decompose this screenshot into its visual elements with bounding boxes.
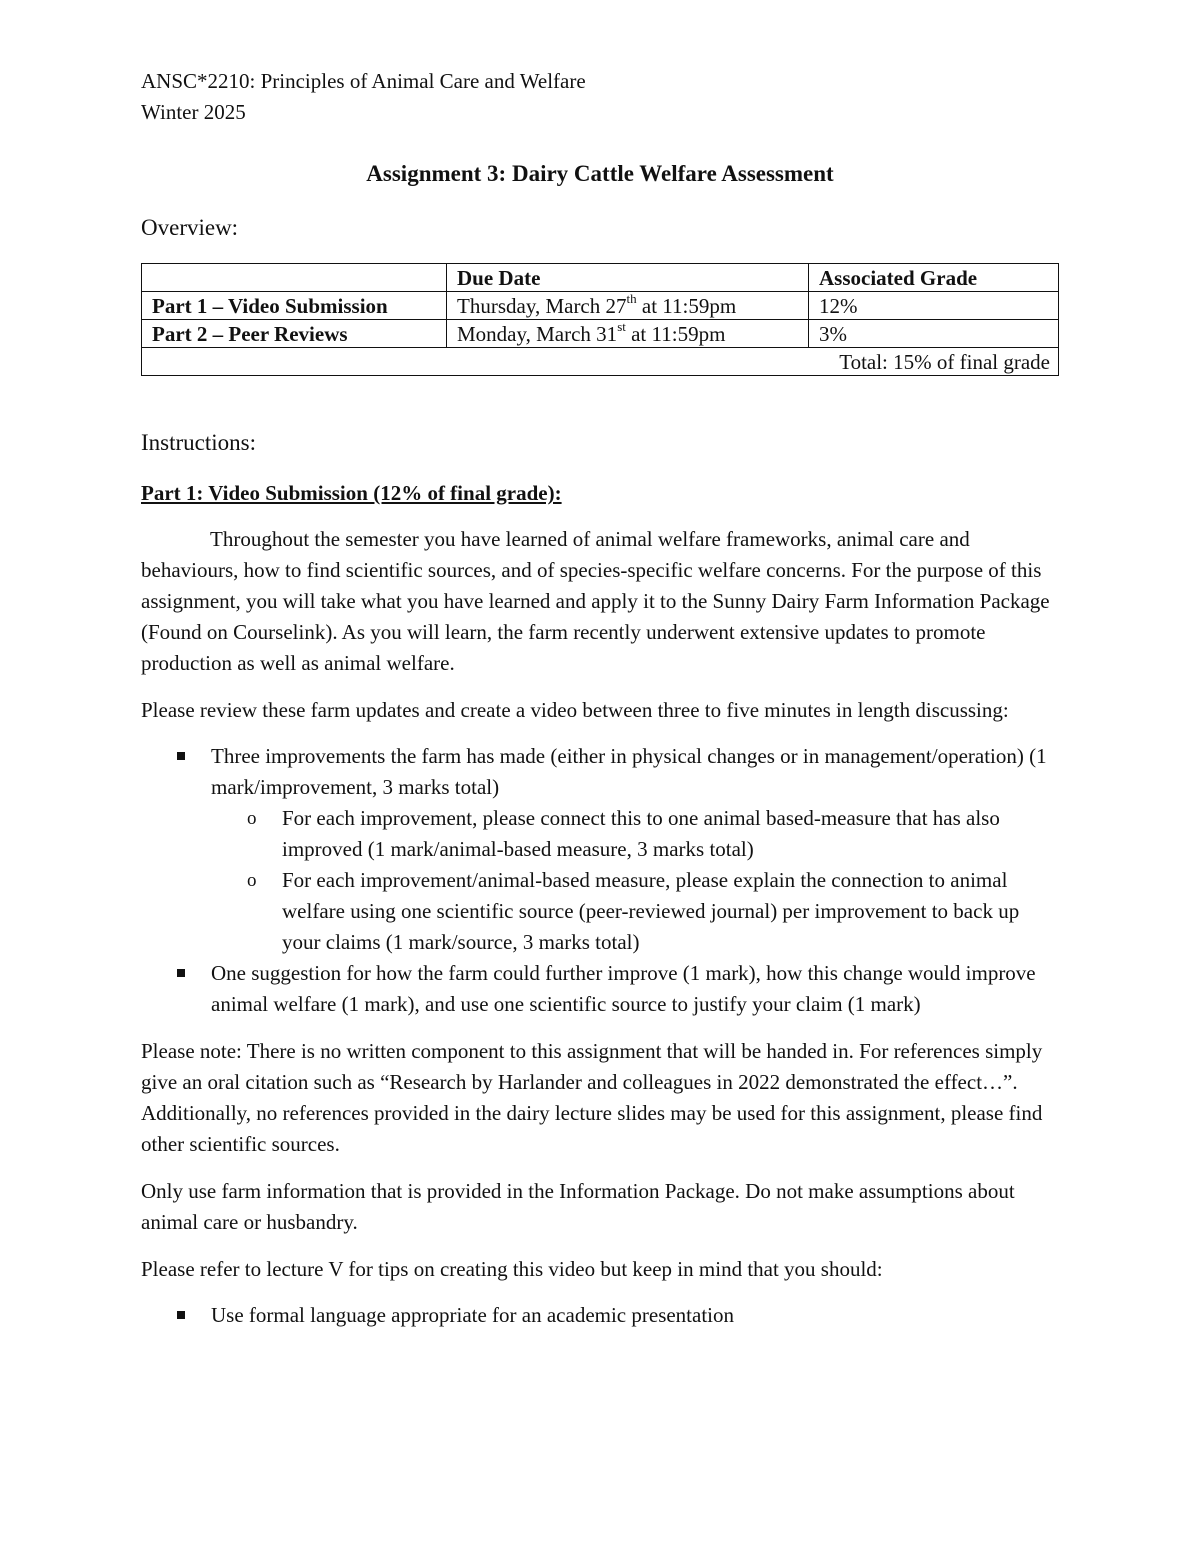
due-date-table: [141, 263, 1059, 376]
tips-list: [141, 1300, 1059, 1331]
instructions-heading: Instructions:: [141, 430, 256, 455]
document-page: [141, 66, 1059, 1331]
requirements-list: [141, 741, 1059, 1020]
total-grade: Total: 15% of final grade: [142, 348, 1059, 376]
row-grade: 12%: [809, 292, 1059, 320]
part1-heading: Part 1: Video Submission (12% of final grade):: [141, 481, 562, 505]
overview-heading: Overview:: [141, 215, 239, 240]
table-total-row: [142, 348, 1059, 376]
list-item: Use formal language appropriate for an academic presentation: [141, 1300, 1059, 1331]
list-item: Three improvements the farm has made (either in physical changes or in management/operation) (1 mark/improvement, 3 marks total) o For each improvement, please connect this to one animal based-measure that has also improved (1 mark/animal-based measure, 3 marks total) o For each improvement/animal-based measure, please explain the connection to animal welfare using one scientific source (peer-reviewed journal) per improvement to back up your claims (1 mark/source, 3 marks total): [141, 741, 1059, 958]
table-header-grade: Associated Grade: [809, 264, 1059, 292]
course-name: ANSC*2210: Principles of Animal Care and Welfare: [141, 69, 586, 93]
intro-paragraph: Throughout the semester you have learned of animal welfare frameworks, animal care and behaviours, how to find scientific sources, and of species-specific welfare concerns. For the purpose of this assignment, you will take what you have learned and apply it to the Sunny Dairy Farm Information Package (Found on Courselink). As you will learn, the farm recently underwent extensive updates to promote production as well as animal welfare.: [141, 527, 1050, 675]
row-due-date: Thursday, March 27th at 11:59pm: [447, 292, 809, 320]
note-paragraph: Please note: There is no written component to this assignment that will be handed in. For references simply give an oral citation such as “Research by Harlander and colleagues in 2022 demonstrated the effect…”. Additionally, no references provided in the dairy lecture slides may be used for this assignment, please find other scientific sources.: [141, 1039, 1043, 1156]
row-due-date: Monday, March 31st at 11:59pm: [447, 320, 809, 348]
table-header-row: [142, 264, 1059, 292]
circle-bullet-icon: o: [247, 808, 257, 829]
review-paragraph: Please review these farm updates and create a video between three to five minutes in length discussing:: [141, 698, 1009, 722]
table-row: [142, 320, 1059, 348]
assignment-title: Assignment 3: Dairy Cattle Welfare Assessment: [366, 161, 834, 186]
square-bullet-icon: [177, 969, 185, 977]
list-item: o For each improvement/animal-based measure, please explain the connection to animal welfare using one scientific source (peer-reviewed journal) per improvement to back up your claims (1 mark/source, 3 marks total): [211, 865, 1059, 958]
circle-bullet-icon: o: [247, 870, 257, 891]
square-bullet-icon: [177, 752, 185, 760]
square-bullet-icon: [177, 1311, 185, 1319]
refer-paragraph: Please refer to lecture V for tips on creating this video but keep in mind that you should:: [141, 1257, 883, 1281]
only-use-paragraph: Only use farm information that is provided in the Information Package. Do not make assumptions about animal care or husbandry.: [141, 1179, 1015, 1234]
table-header-due-date: Due Date: [447, 264, 809, 292]
list-item: One suggestion for how the farm could further improve (1 mark), how this change would improve animal welfare (1 mark), and use one scientific source to justify your claim (1 mark): [141, 958, 1059, 1020]
row-part: Part 1 – Video Submission: [142, 292, 447, 320]
row-part: Part 2 – Peer Reviews: [142, 320, 447, 348]
sub-requirements-list: [211, 803, 1059, 958]
term: Winter 2025: [141, 100, 246, 124]
table-row: [142, 292, 1059, 320]
table-header-empty: [142, 264, 447, 292]
row-grade: 3%: [809, 320, 1059, 348]
list-item: o For each improvement, please connect this to one animal based-measure that has also improved (1 mark/animal-based measure, 3 marks total): [211, 803, 1059, 865]
